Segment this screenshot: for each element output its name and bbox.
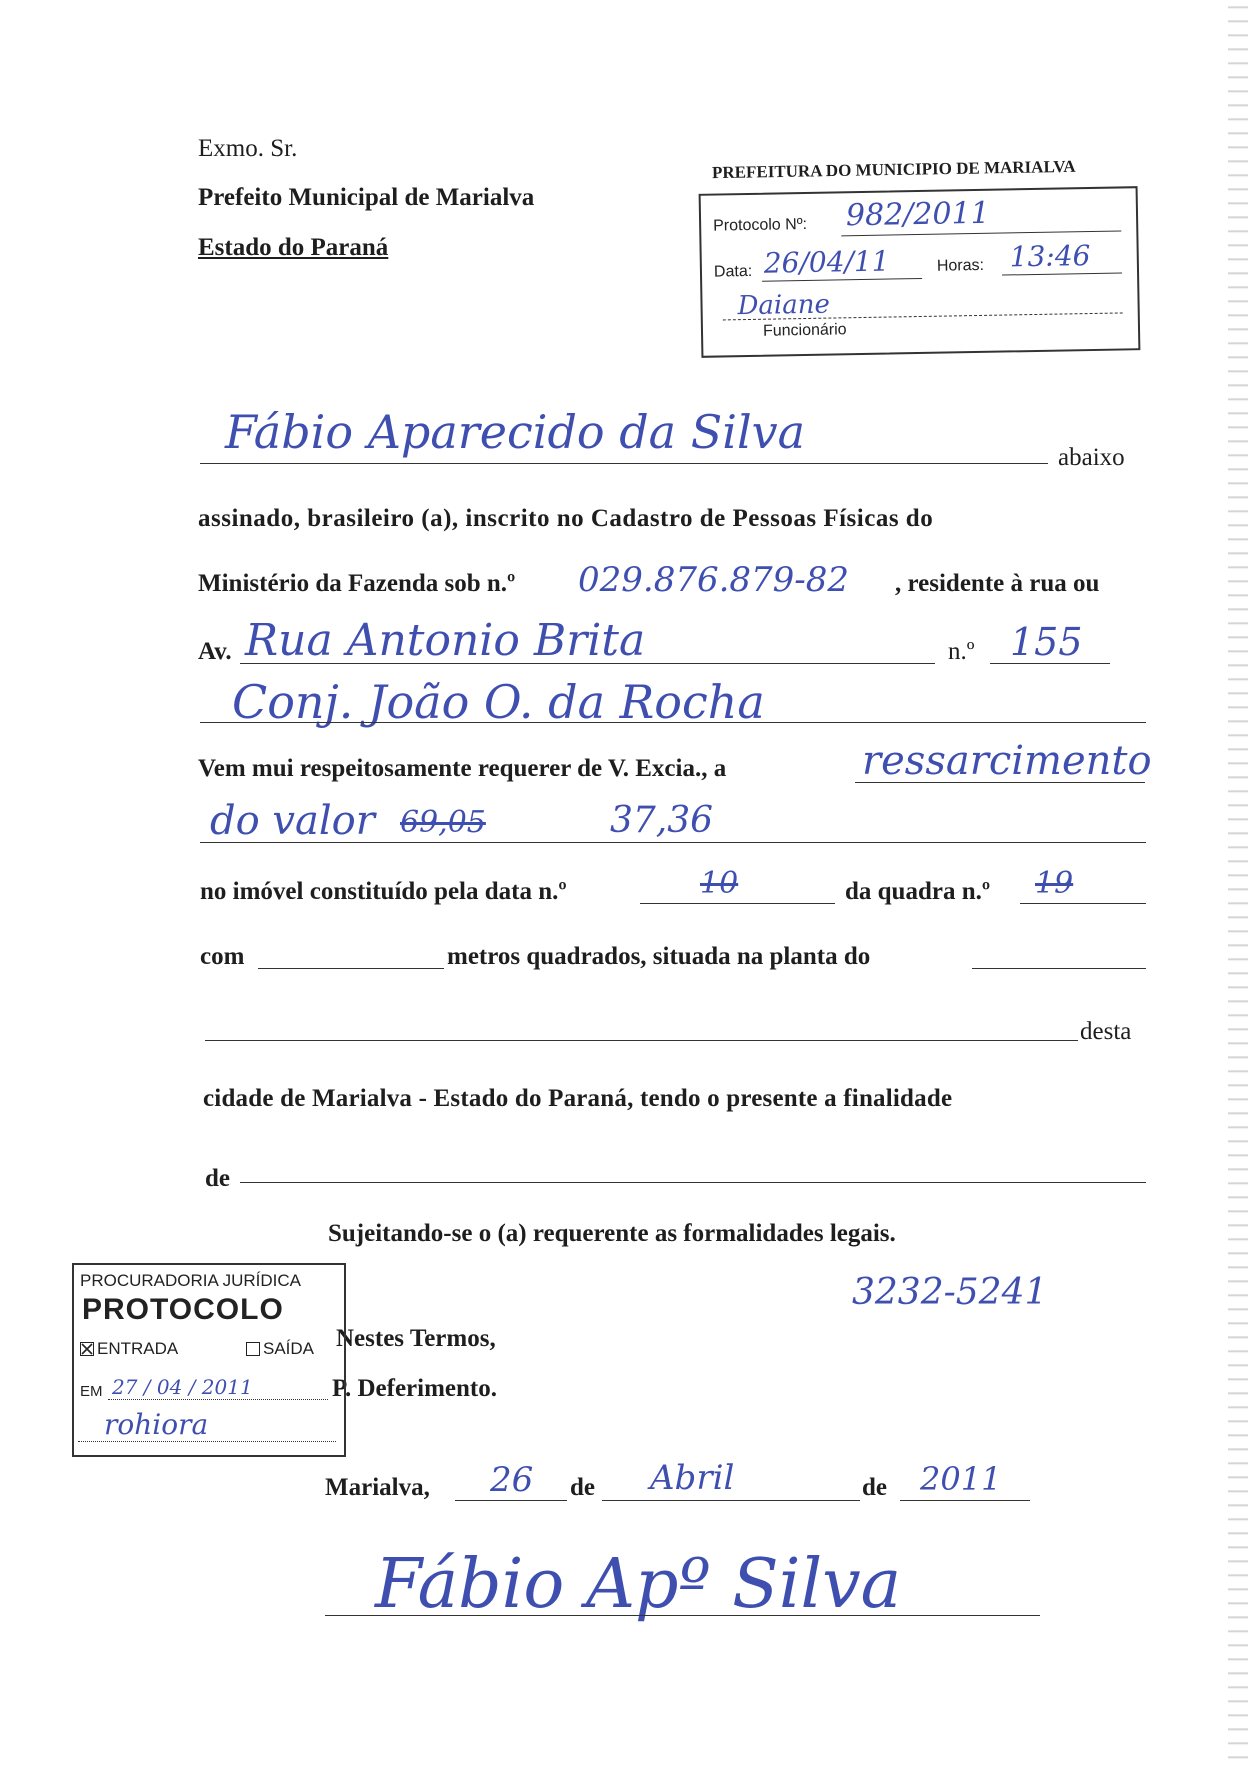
request-line-1 — [855, 782, 1145, 783]
cpf-suffix: , residente à rua ou — [895, 570, 1100, 597]
number-label: n.º — [948, 638, 975, 665]
lot-value: 10 — [700, 866, 739, 901]
request-value-2: do valor — [210, 798, 375, 844]
clerk-label: Funcionário — [762, 321, 847, 340]
em-label: EM — [80, 1383, 103, 1400]
hours-value: 13:46 — [1009, 239, 1091, 274]
closing-nestes: Nestes Termos, — [336, 1325, 496, 1352]
lot-line — [640, 903, 835, 904]
checkbox-empty-icon — [246, 1342, 260, 1356]
saida-label: SAÍDA — [263, 1339, 315, 1358]
year-value: 2011 — [920, 1460, 1002, 1498]
procuradoria-heading: PROTOCOLO — [82, 1293, 284, 1326]
neighborhood-line — [200, 722, 1146, 723]
block-value: 19 — [1035, 866, 1074, 901]
procuradoria-title: PROCURADORIA JURÍDICA — [80, 1271, 302, 1290]
abaixo-label: abaixo — [1058, 444, 1125, 471]
scan-edge-artifact — [1228, 0, 1248, 1767]
em-date-value: 27 / 04 / 2011 — [112, 1375, 253, 1399]
protocol-number-value: 982/2011 — [845, 195, 991, 234]
com-label: com — [200, 943, 245, 970]
addressee-title: Exmo. Sr. — [198, 135, 298, 162]
number-value: 155 — [1010, 620, 1083, 664]
closing-deferimento: P. Deferimento. — [332, 1375, 497, 1402]
em-date-line — [108, 1399, 328, 1400]
av-label: Av. — [198, 638, 232, 665]
day-line — [455, 1500, 567, 1501]
applicant-name-value: Fábio Aparecido da Silva — [225, 405, 806, 459]
addressee-state: Estado do Paraná — [198, 234, 389, 261]
addressee-mayor: Prefeito Municipal de Marialva — [198, 184, 535, 211]
cpf-value: 029.876.879-82 — [578, 560, 850, 600]
plant-line — [972, 968, 1146, 969]
checkbox-checked-icon — [80, 1342, 94, 1356]
phone-note: 3232-5241 — [852, 1272, 1048, 1313]
street-value: Rua Antonio Brita — [245, 615, 646, 666]
clerk-signature: Daiane — [737, 289, 831, 322]
street-line — [240, 663, 935, 664]
desta-label: desta — [1080, 1018, 1132, 1045]
purpose-line — [240, 1182, 1146, 1183]
neighborhood-value: Conj. João O. da Rocha — [232, 675, 765, 729]
stamp-prefeitura — [699, 186, 1141, 358]
applicant-signature: Fábio Apº Silva — [375, 1545, 902, 1624]
month-line — [602, 1500, 860, 1501]
plant-name-line — [205, 1040, 1078, 1041]
statement-line: assinado, brasileiro (a), inscrito no Cadastro de Pessoas Físicas do — [198, 505, 934, 532]
name-line — [200, 463, 1048, 464]
protocol-label: Protocolo Nº: — [713, 215, 808, 235]
cpf-prefix: Ministério da Fazenda sob n.º — [198, 570, 516, 597]
de-label: de — [205, 1165, 230, 1192]
date-value: 26/04/11 — [763, 244, 890, 280]
block-label: da quadra n.º — [845, 878, 991, 905]
request-amount: 37,36 — [610, 800, 714, 841]
meters-label: metros quadrados, situada na planta do — [447, 943, 871, 970]
stamp-prefeitura-title: PREFEITURA DO MUNICIPIO DE MARIALVA — [711, 156, 1076, 183]
request-line-2 — [200, 842, 1146, 843]
day-value: 26 — [490, 1460, 534, 1500]
city-line: cidade de Marialva - Estado do Paraná, tendo o presente a finalidade — [203, 1085, 953, 1112]
procuradoria-signature: rohiora — [104, 1408, 209, 1441]
de-label-2: de — [862, 1474, 887, 1501]
area-line — [258, 968, 444, 969]
saida-checkbox — [246, 1339, 314, 1359]
entrada-checkbox — [80, 1339, 178, 1359]
date-label: Data: — [713, 262, 753, 281]
procuradoria-signature-line — [78, 1441, 336, 1442]
formalities-text: Sujeitando-se o (a) requerente as formalidades legais. — [328, 1220, 896, 1247]
hours-label: Horas: — [936, 256, 985, 275]
lot-prefix: no imóvel constituído pela data n.º — [200, 878, 567, 905]
signature-line — [325, 1615, 1040, 1616]
request-value-1: ressarcimento — [862, 738, 1152, 784]
stamp-procuradoria — [72, 1263, 346, 1457]
block-line — [1020, 903, 1146, 904]
request-prefix: Vem mui respeitosamente requerer de V. Excia., a — [198, 755, 727, 782]
request-struck-value: 69,05 — [400, 805, 486, 840]
year-line — [900, 1500, 1030, 1501]
number-line — [990, 663, 1110, 664]
de-label-1: de — [570, 1474, 595, 1501]
place-label: Marialva, — [325, 1474, 430, 1501]
entrada-label: ENTRADA — [97, 1339, 179, 1358]
month-value: Abril — [650, 1458, 735, 1498]
